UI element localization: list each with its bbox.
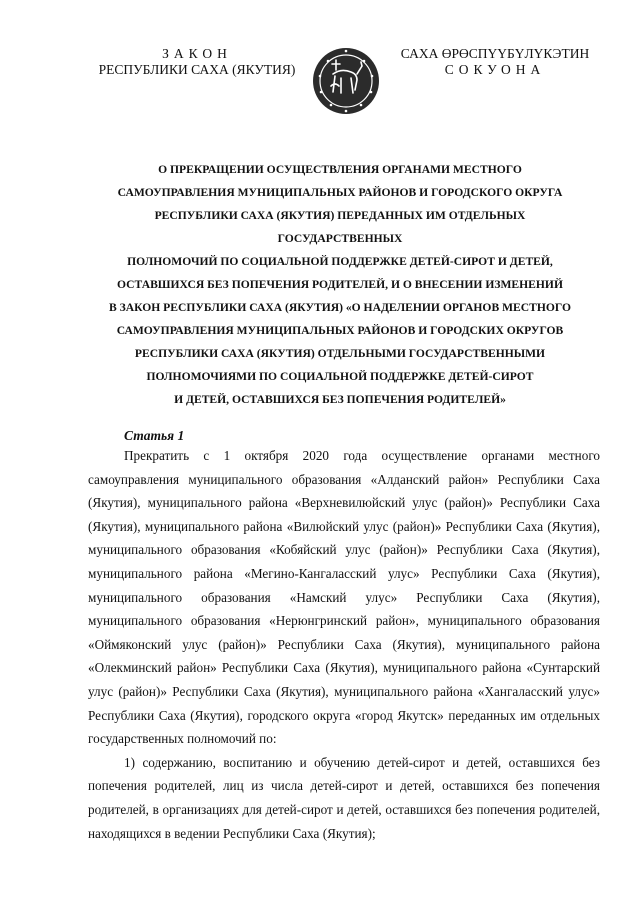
title-line: РЕСПУБЛИКИ САХА (ЯКУТИЯ) ПЕРЕДАННЫХ ИМ ОТДЕЛЬНЫХ ГОСУДАРСТВЕННЫХ <box>154 209 526 245</box>
article-heading: Статья 1 <box>124 428 185 443</box>
article-paragraph: 1) содержанию, воспитанию и обучению детей-сирот и детей, оставшихся без попечения родителей, лиц из числа детей-сирот и детей, оставшихся без попечения родителей, в организациях для детей-сирот и детей, оставшихся без попечения родителей, находящихся в ведении Республики Саха (Якутия); <box>88 754 600 841</box>
title-line: В ЗАКОН РЕСПУБЛИКИ САХА (ЯКУТИЯ) «О НАДЕЛЕНИИ ОРГАНОВ МЕСТНОГО <box>108 301 572 314</box>
title-line: РЕСПУБЛИКИ САХА (ЯКУТИЯ) ОТДЕЛЬНЫМИ ГОСУДАРСТВЕННЫМИ <box>134 347 546 360</box>
header-left <box>92 46 302 78</box>
article-paragraph: Прекратить с 1 октября 2020 года осуществление органами местного самоуправления муниципального образования «Алданский район» Республики Саха (Якутия), муниципального района «Верхневилюйский улус (район)» Республики Саха (Якутия), муниципального района «Вилюйский улус (район)» Республики Саха (Якутия), муниципального образования «Кобяйский улус (район)» Республики Саха (Якутия), муниципального района «Мегино-Кангаласский улус» Республики Саха (Якутия), муниципального образования «Намский улус» Республики Саха (Якутия), муниципального образования «Нерюнгринский район», муниципального образования «Оймяконский улус (район)» Республики Саха (Якутия), муниципального района «Олекминский район» Республики Саха (Якутия), муниципального района «Сунтарский улус (район)» Республики Саха (Якутия), муниципального района «Хангаласский улус» Республики Саха (Якутия), городского округа «город Якутск» переданных им отдельных государственных полномочий по: <box>88 448 600 747</box>
article-body <box>88 444 600 845</box>
law-label-sakha: СОКУОНА <box>444 62 546 77</box>
title-line: ПОЛНОМОЧИЯМИ ПО СОЦИАЛЬНОЙ ПОДДЕРЖКЕ ДЕТЕЙ-СИРОТ <box>146 370 534 383</box>
law-label: ЗАКОН <box>162 46 232 61</box>
title-line: САМОУПРАВЛЕНИЯ МУНИЦИПАЛЬНЫХ РАЙОНОВ И ГОРОДСКОГО ОКРУГА <box>117 186 563 199</box>
title-line: САМОУПРАВЛЕНИЯ МУНИЦИПАЛЬНЫХ РАЙОНОВ И ГОРОДСКИХ ОКРУГОВ <box>116 324 564 337</box>
coat-of-arms-emblem-icon <box>311 46 381 116</box>
title-line: О ПРЕКРАЩЕНИИ ОСУЩЕСТВЛЕНИЯ ОРГАНАМИ МЕСТНОГО <box>158 163 522 176</box>
republic-name: РЕСПУБЛИКИ САХА (ЯКУТИЯ) <box>98 62 296 77</box>
title-line: ОСТАВШИХСЯ БЕЗ ПОПЕЧЕНИЯ РОДИТЕЛЕЙ, И О ВНЕСЕНИИ ИЗМЕНЕНИЙ <box>117 278 563 291</box>
document-title <box>100 158 580 411</box>
republic-name-sakha: САХА ӨРӨСПҮҮБҮЛҮКЭТИН <box>400 46 590 61</box>
title-line: ПОЛНОМОЧИЙ ПО СОЦИАЛЬНОЙ ПОДДЕРЖКЕ ДЕТЕЙ-СИРОТ И ДЕТЕЙ, <box>127 255 553 268</box>
header-right <box>390 46 600 78</box>
title-line: И ДЕТЕЙ, ОСТАВШИХСЯ БЕЗ ПОПЕЧЕНИЯ РОДИТЕЛЕЙ» <box>174 393 506 406</box>
